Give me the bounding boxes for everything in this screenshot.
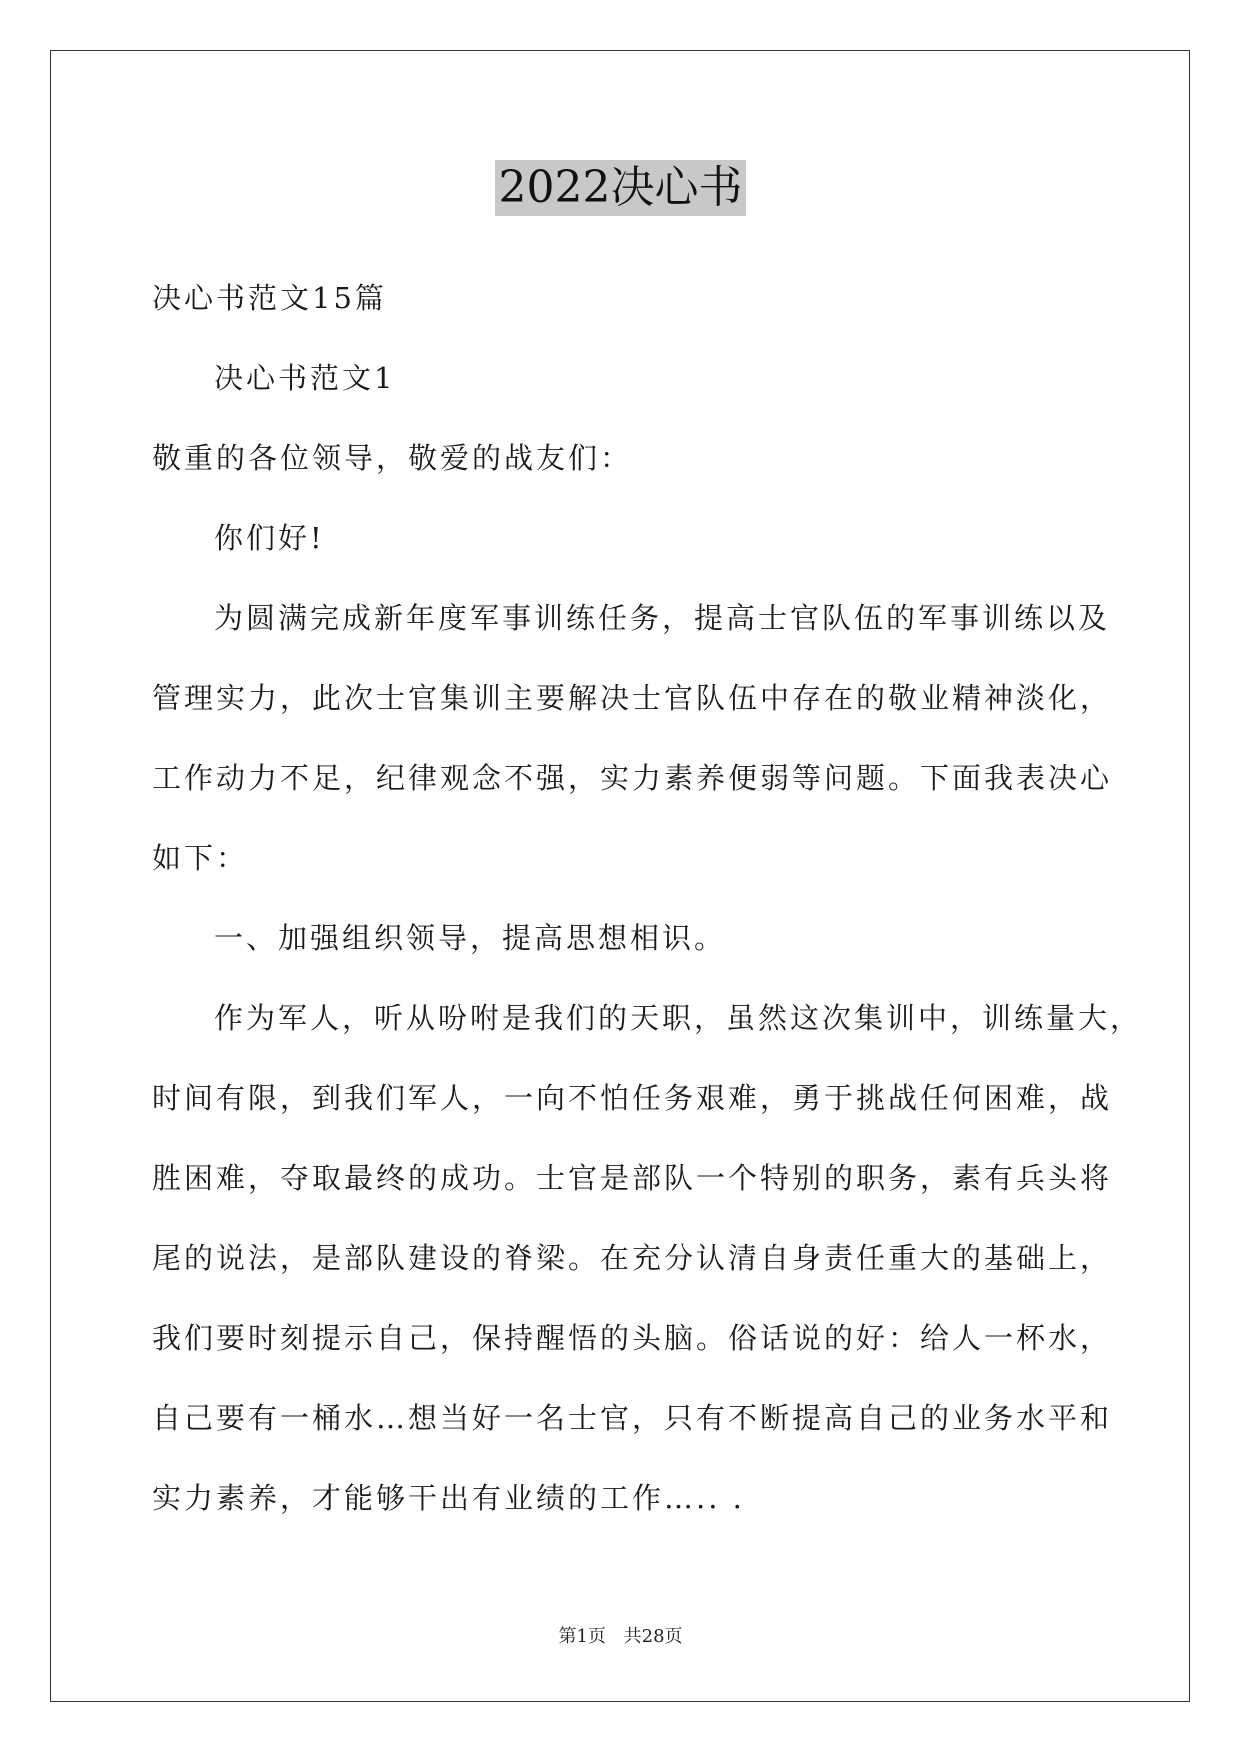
body-line: 管理实力，此次士官集训主要解决士官队伍中存在的敬业精神淡化， (152, 681, 1113, 715)
body-line: 工作动力不足，纪律观念不强，实力素养便弱等问题。下面我表决心 (152, 761, 1113, 795)
body-line: 决心书范文1 (214, 361, 396, 395)
body-line: 为圆满完成新年度军事训练任务，提高士官队伍的军事训练以及 (214, 601, 1111, 635)
document-body (152, 258, 1143, 1538)
page-number: 第1页 (558, 1626, 606, 1647)
body-line: 如下： (152, 841, 249, 875)
page-footer (0, 1625, 1241, 1649)
document-title: 2022决心书 (495, 160, 747, 216)
body-line: 我们要时刻提示自己，保持醒悟的头脑。俗话说的好：给人一杯水， (152, 1321, 1113, 1355)
body-line: 实力素养，才能够干出有业绩的工作….. . (152, 1481, 745, 1515)
body-line: 自己要有一桶水…想当好一名士官，只有不断提高自己的业务水平和 (152, 1401, 1113, 1435)
body-line: 胜困难，夺取最终的成功。士官是部队一个特别的职务，素有兵头将 (152, 1161, 1113, 1195)
body-line: 决心书范文15篇 (152, 281, 387, 315)
title-wrapper (0, 160, 1241, 216)
page-total: 共28页 (623, 1626, 683, 1647)
body-line: 尾的说法，是部队建设的脊梁。在充分认清自身责任重大的基础上， (152, 1241, 1113, 1275)
body-line: 时间有限，到我们军人，一向不怕任务艰难，勇于挑战任何困难，战 (152, 1081, 1113, 1115)
body-line: 你们好! (214, 521, 325, 555)
body-line: 作为军人，听从吩咐是我们的天职，虽然这次集训中，训练量大， (214, 1001, 1143, 1035)
body-line: 敬重的各位领导，敬爱的战友们： (152, 441, 633, 475)
body-line: 一、加强组织领导，提高思想相识。 (214, 921, 727, 955)
